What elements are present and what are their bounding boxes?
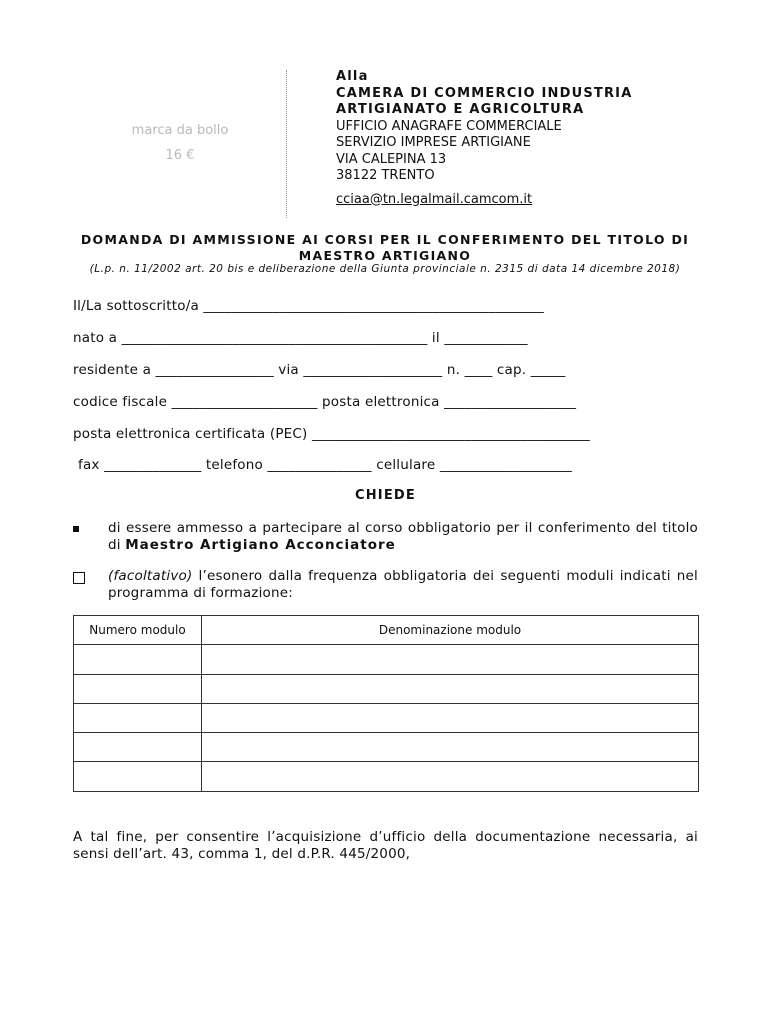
- table-row: [74, 762, 699, 791]
- tax-code-email-field[interactable]: codice fiscale _____________________ posta elettronica ___________________: [73, 394, 577, 410]
- module-name-cell[interactable]: [202, 762, 699, 791]
- applicant-name-field[interactable]: Il/La sottoscritto/a _________________________________________________: [73, 298, 544, 314]
- pec-field[interactable]: posta elettronica certificata (PEC) ________________________________________: [73, 426, 590, 442]
- table-header-module-number: Numero modulo: [74, 616, 202, 645]
- request-item-exemption: [73, 568, 698, 602]
- module-number-cell[interactable]: [74, 762, 202, 791]
- table-row: [74, 645, 699, 674]
- address-street: VIA CALEPINA 13: [336, 151, 447, 167]
- module-name-cell[interactable]: [202, 703, 699, 732]
- address-office-line1: UFFICIO ANAGRAFE COMMERCIALE: [336, 118, 562, 134]
- recipient-address: [336, 69, 632, 208]
- table-row: [74, 703, 699, 732]
- address-to: Alla: [336, 69, 369, 84]
- contact-numbers-field[interactable]: fax ______________ telefono _______________ cellulare ___________________: [78, 457, 572, 473]
- document-subtitle: (L.p. n. 11/2002 art. 20 bis e deliberazione della Giunta provinciale n. 2315 di data 14 dicembre 2018): [89, 263, 681, 275]
- table-row: [74, 733, 699, 762]
- section-heading-chiede: CHIEDE: [354, 488, 416, 503]
- stamp-area: [110, 118, 250, 168]
- module-name-cell[interactable]: [202, 674, 699, 703]
- item1-bold: Maestro Artigiano Acconciatore: [125, 537, 396, 553]
- module-name-cell[interactable]: [202, 733, 699, 762]
- document-title: [60, 232, 710, 264]
- title-line1: DOMANDA DI AMMISSIONE AI CORSI PER IL CONFERIMENTO DEL TITOLO DI: [80, 232, 690, 247]
- module-number-cell[interactable]: [74, 674, 202, 703]
- stamp-divider: [286, 70, 287, 218]
- table-row: [74, 674, 699, 703]
- modules-table: [73, 615, 699, 792]
- address-city: 38122 TRENTO: [336, 168, 435, 183]
- stamp-amount: 16 €: [165, 148, 195, 163]
- item1-text: di essere ammesso a partecipare al corso obbligatorio per il conferimento del titolo di: [108, 520, 698, 553]
- closing-paragraph: A tal fine, per consentire l’acquisizione d’ufficio della documentazione necessaria, ai sensi dell’art. 43, comma 1, del d.P.R. 445/2000,: [73, 829, 698, 862]
- birth-place-date-field[interactable]: nato a ____________________________________________ il ____________: [73, 330, 528, 346]
- residence-field[interactable]: residente a _________________ via ____________________ n. ____ cap. _____: [73, 362, 566, 378]
- table-header-module-name: Denominazione modulo: [202, 616, 699, 645]
- address-org-line1: CAMERA DI COMMERCIO INDUSTRIA: [336, 85, 633, 101]
- checked-checkbox-icon[interactable]: [73, 526, 79, 532]
- item2-italic: (facoltativo): [108, 568, 193, 584]
- request-item-course: [73, 520, 698, 554]
- module-number-cell[interactable]: [74, 733, 202, 762]
- unchecked-checkbox-icon[interactable]: [73, 572, 85, 584]
- module-name-cell[interactable]: [202, 645, 699, 674]
- address-email-link[interactable]: cciaa@tn.legalmail.camcom.it: [336, 191, 533, 207]
- title-line2: MAESTRO ARTIGIANO: [298, 248, 472, 263]
- module-number-cell[interactable]: [74, 645, 202, 674]
- module-number-cell[interactable]: [74, 703, 202, 732]
- stamp-label: marca da bollo: [131, 123, 229, 138]
- address-office-line2: SERVIZIO IMPRESE ARTIGIANE: [336, 135, 531, 150]
- item2-text: l’esonero dalla frequenza obbligatoria dei seguenti moduli indicati nel programma di formazione:: [108, 568, 698, 601]
- address-org-line2: ARTIGIANATO E AGRICOLTURA: [336, 102, 585, 117]
